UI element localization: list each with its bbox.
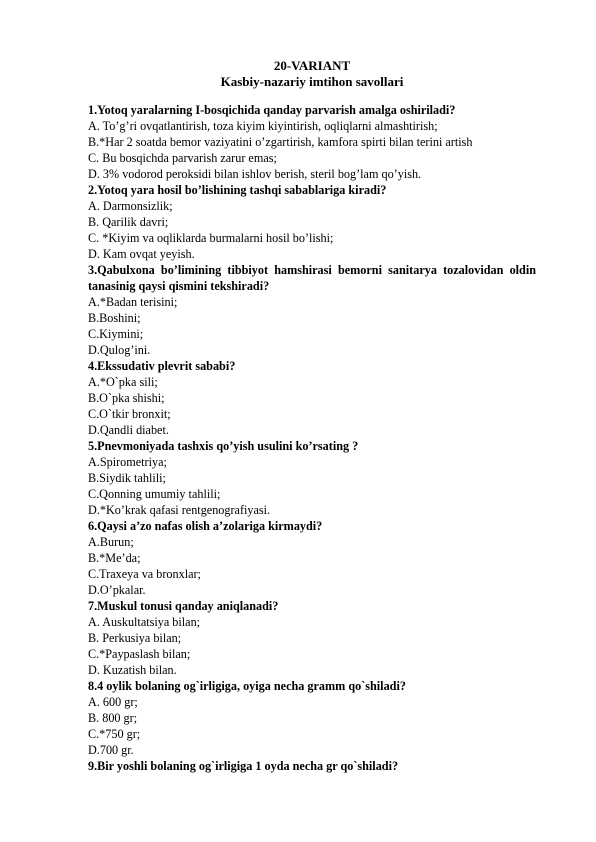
question-block (88, 678, 536, 758)
answer-option: A.Burun; (88, 535, 134, 549)
question-text: 1.Yotoq yaralarning I-bosqichida qanday parvarish amalga oshiriladi? (88, 103, 456, 117)
question-text: 5.Pnevmoniyada tashxis qo’yish usulini ko’rsating ? (88, 439, 359, 453)
answer-option: C.Qonning umumiy tahlili; (88, 487, 221, 501)
answer-option: B.O`pka shishi; (88, 391, 165, 405)
question-block (88, 438, 536, 518)
answer-option: C.O`tkir bronxit; (88, 407, 171, 421)
answer-option: C.Kiymini; (88, 327, 144, 341)
answer-option: A.*Badan terisini; (88, 295, 178, 309)
answer-option: D. Kam ovqat yeyish. (88, 247, 195, 261)
answer-option: D.700 gr. (88, 743, 134, 757)
question-block (88, 758, 536, 774)
answer-option: B. Perkusiya bilan; (88, 631, 182, 645)
page-title: 20-VARIANT (273, 58, 351, 73)
answer-option: D.Qulog’ini. (88, 343, 151, 357)
answer-option: C.*750 gr; (88, 727, 141, 741)
answer-option: A. Darmonsizlik; (88, 199, 173, 213)
answer-option: B.Siydik tahlili; (88, 471, 166, 485)
question-block (88, 518, 536, 598)
answer-option: D.*Ko’krak qafasi rentgenografiyasi. (88, 503, 271, 517)
answer-option: B.Boshini; (88, 311, 141, 325)
answer-option: B.*Me’da; (88, 551, 141, 565)
answer-option: A. To’g’ri ovqatlantirish, toza kiyim kiyintirish, oqliqlarni almashtirish; (88, 119, 438, 133)
answer-option: D.O’pkalar. (88, 583, 146, 597)
question-text: 4.Ekssudativ plevrit sababi? (88, 359, 236, 373)
question-block (88, 358, 536, 438)
question-text: 9.Bir yoshli bolaning og`irligiga 1 oyda necha gr qo`shiladi? (88, 759, 399, 773)
page-subtitle: Kasbiy-nazariy imtihon savollari (220, 74, 404, 89)
answer-option: C. *Kiyim va oqliklarda burmalarni hosil bo’lishi; (88, 231, 334, 245)
question-block (88, 598, 536, 678)
answer-option: D. Kuzatish bilan. (88, 663, 177, 677)
question-block (88, 262, 536, 358)
answer-option: A.Spirometriya; (88, 455, 167, 469)
answer-option: C.*Paypaslash bilan; (88, 647, 191, 661)
question-block (88, 182, 536, 262)
answer-option: C.Traxeya va bronxlar; (88, 567, 201, 581)
question-text: 8.4 oylik bolaning og`irligiga, oyiga necha gramm qo`shiladi? (88, 679, 406, 693)
answer-option: A. Auskultatsiya bilan; (88, 615, 201, 629)
answer-option: D.Qandli diabet. (88, 423, 169, 437)
answer-option: D. 3% vodorod peroksidi bilan ishlov berish, steril bog’lam qo’yish. (88, 167, 422, 181)
question-block (88, 102, 536, 182)
answer-option: B. 800 gr; (88, 711, 138, 725)
question-text: 6.Qaysi a’zo nafas olish a’zolariga kirmaydi? (88, 519, 323, 533)
question-text: 3.Qabulxona bo’limining tibbiyot hamshirasi bemorni sanitarya tozalovidan oldin tanasinig qaysi qismini tekshiradi? (88, 263, 536, 293)
answer-option: B.*Har 2 soatda bemor vaziyatini o’zgartirish, kamfora spirti bilan terini artish (88, 135, 473, 149)
answer-option: C. Bu bosqichda parvarish zarur emas; (88, 151, 277, 165)
question-text: 7.Muskul tonusi qanday aniqlanadi? (88, 599, 279, 613)
answer-option: A. 600 gr; (88, 695, 138, 709)
answer-option: B. Qarilik davri; (88, 215, 169, 229)
question-text: 2.Yotoq yara hosil bo’lishining tashqi sabablariga kiradi? (88, 183, 387, 197)
answer-option: A.*O`pka sili; (88, 375, 158, 389)
